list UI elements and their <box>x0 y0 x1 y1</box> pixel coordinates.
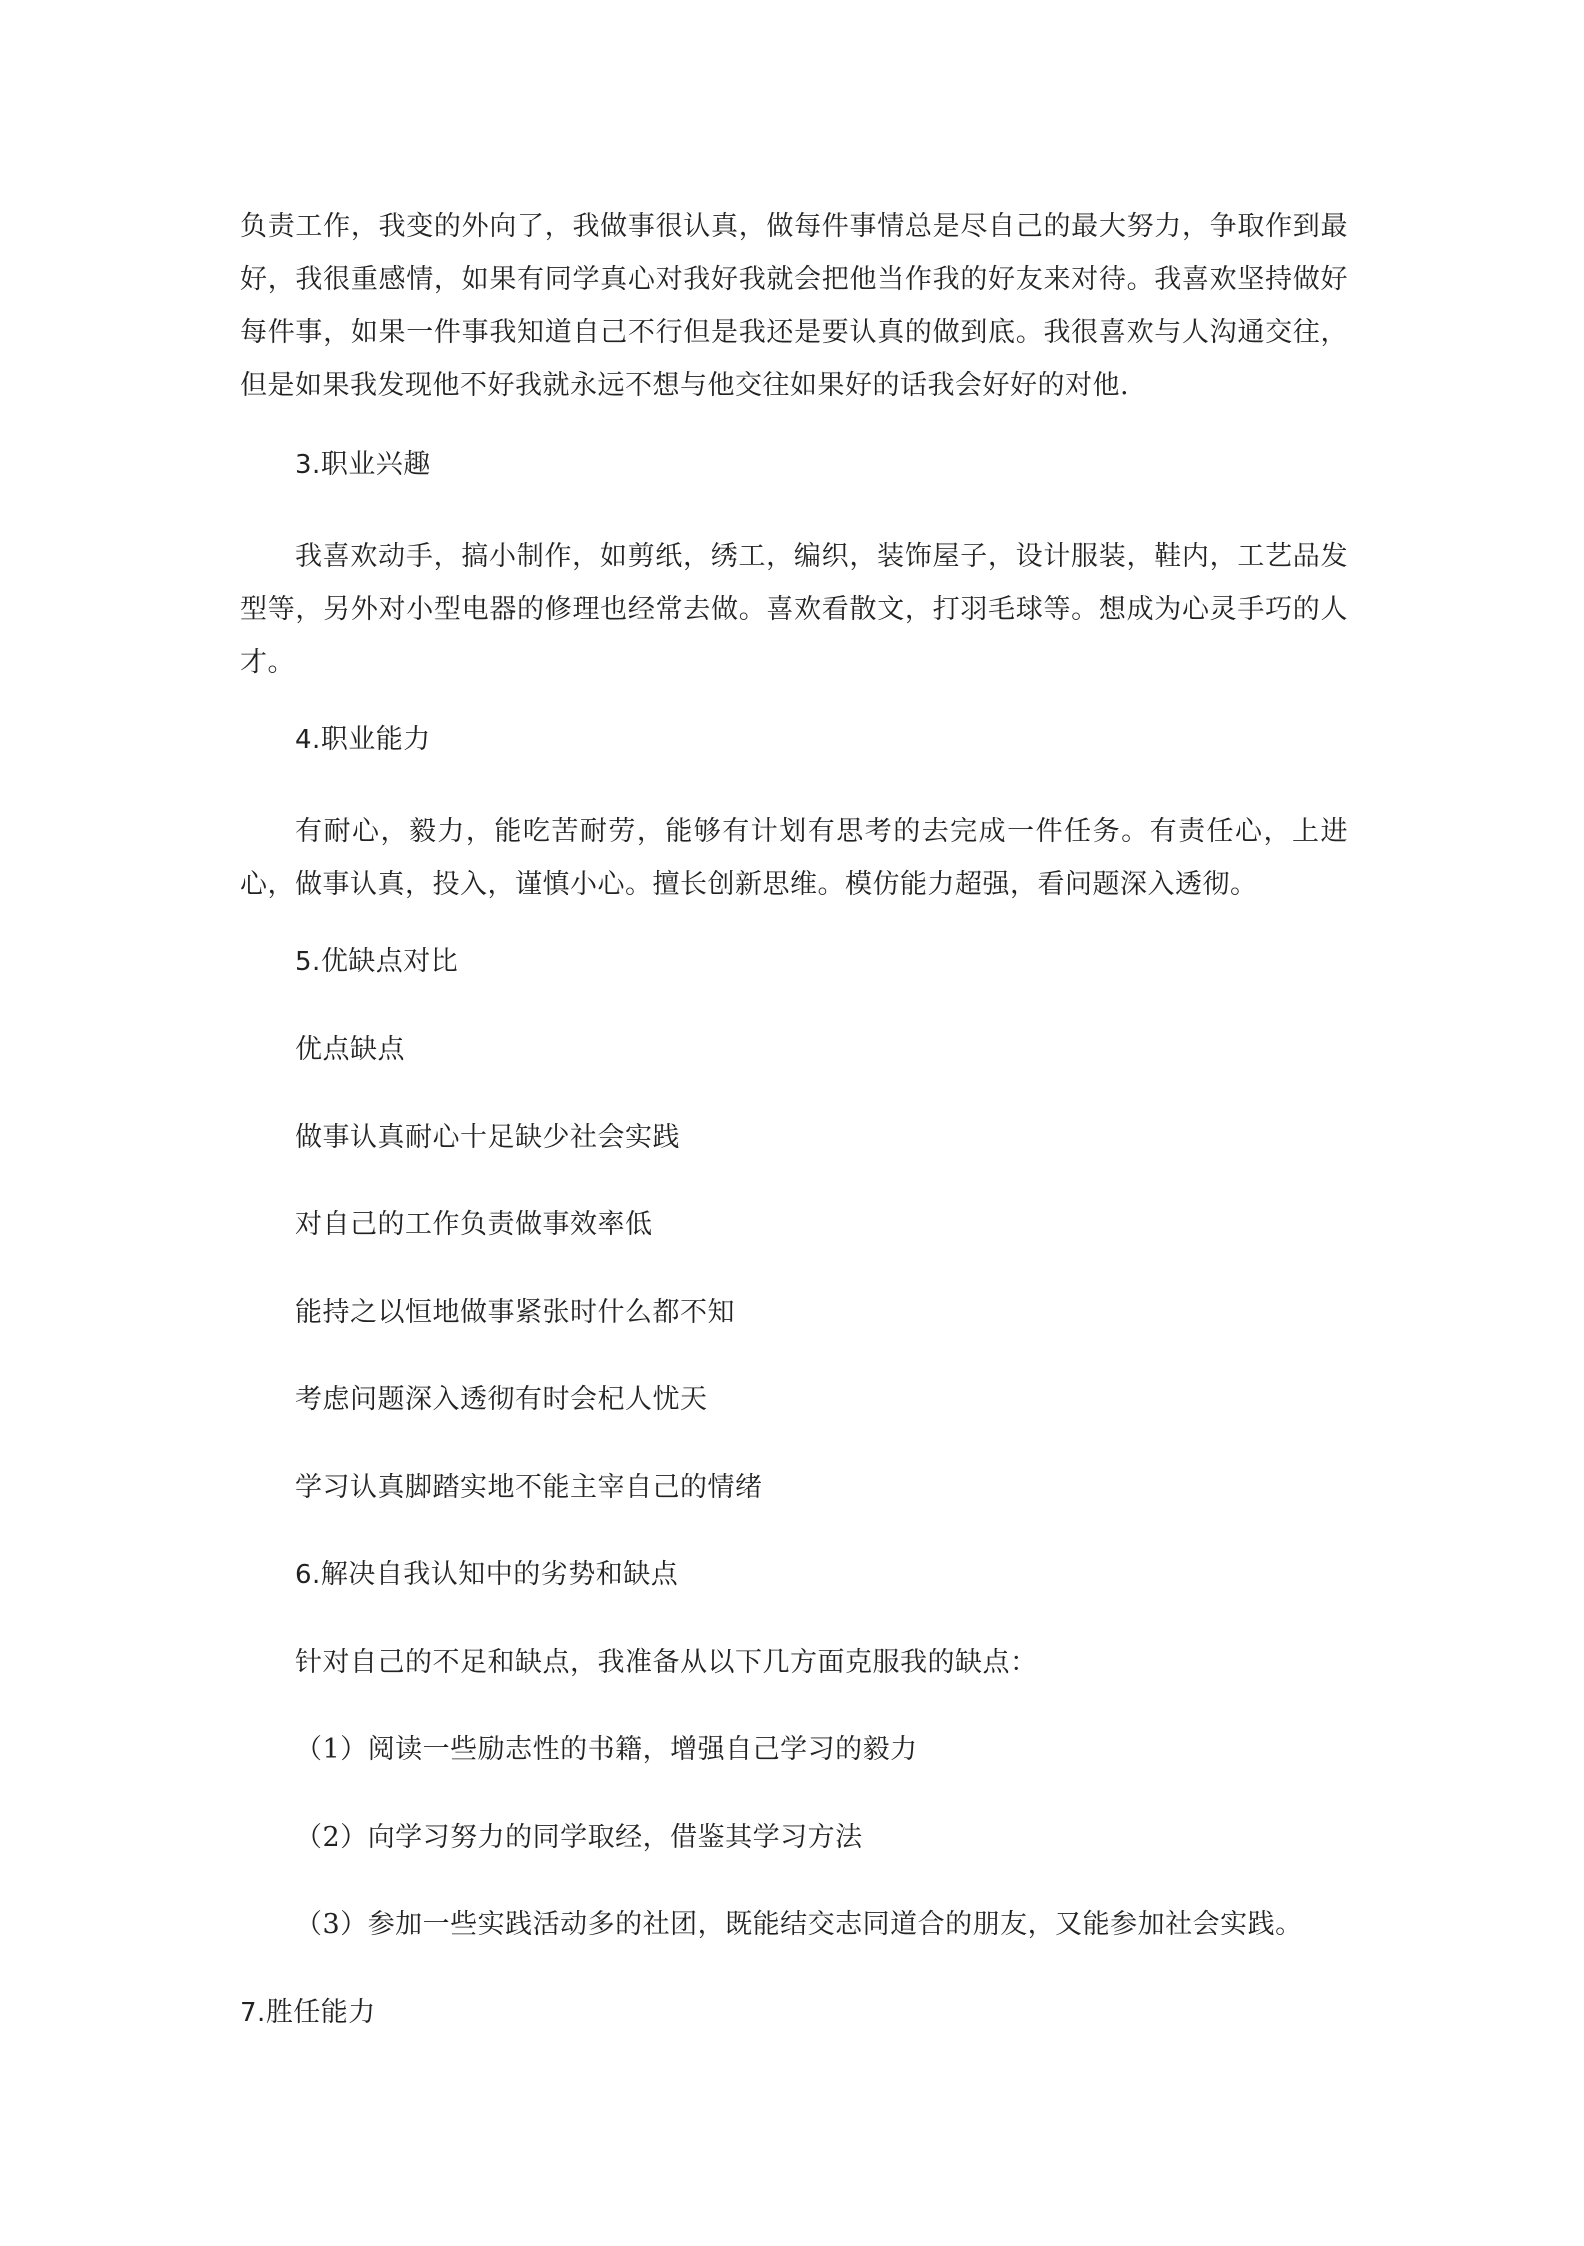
interest-paragraph: 我喜欢动手，搞小制作，如剪纸，绣工，编织，装饰屋子，设计服装，鞋内，工艺品发型等，另外对小型电器的修理也经常去做。喜欢看散文，打羽毛球等。想成为心灵手巧的人才。 <box>240 541 1348 678</box>
list-text: 阅读一些励志性的书籍，增强自己学习的毅力 <box>367 1734 918 1765</box>
section-heading-ability <box>295 720 431 760</box>
comparison-row: 做事认真耐心十足缺少社会实践 <box>295 1122 680 1153</box>
section-number: 3. <box>295 450 321 480</box>
solutions-intro: 针对自己的不足和缺点，我准备从以下几方面克服我的缺点： <box>295 1647 1038 1678</box>
list-marker: （3） <box>295 1909 368 1940</box>
ability-paragraph: 有耐心，毅力，能吃苦耐劳，能够有计划有思考的去完成一件任务。有责任心，上进心，做事认真，投入，谨慎小心。擅长创新思维。模仿能力超强，看问题深入透彻。 <box>240 816 1348 900</box>
section-heading-interest <box>295 445 431 485</box>
section-title: 优缺点对比 <box>320 946 459 977</box>
section-number: 5. <box>295 947 321 977</box>
section-heading-competence <box>240 1993 376 2033</box>
comparison-row: 学习认真脚踏实地不能主宰自己的情绪 <box>295 1472 763 1503</box>
solution-item <box>295 1905 1303 1945</box>
list-marker: （2） <box>295 1822 368 1853</box>
section-number: 7. <box>240 1998 266 2028</box>
list-text: 向学习努力的同学取经，借鉴其学习方法 <box>367 1822 863 1853</box>
section-title: 职业兴趣 <box>320 449 431 480</box>
comparison-row: 对自己的工作负责做事效率低 <box>295 1209 653 1240</box>
comparison-header: 优点缺点 <box>295 1034 405 1065</box>
opening-paragraph: 负责工作，我变的外向了，我做事很认真，做每件事情总是尽自己的最大努力，争取作到最好，我很重感情，如果有同学真心对我好我就会把他当作我的好友来对待。我喜欢坚持做好每件事，如果一件事我知道自己不行但是我还是要认真的做到底。我很喜欢与人沟通交往，但是如果我发现他不好我就永远不想与他交往如果好的话我会好好的对他. <box>240 211 1348 401</box>
section-heading-comparison <box>295 942 458 982</box>
section-title: 解决自我认知中的劣势和缺点 <box>320 1559 679 1590</box>
section-heading-solutions <box>295 1555 678 1595</box>
section-title: 职业能力 <box>320 724 431 755</box>
section-number: 4. <box>295 725 321 755</box>
list-marker: （1） <box>295 1734 368 1765</box>
solution-item <box>295 1730 918 1770</box>
section-title: 胜任能力 <box>265 1997 376 2028</box>
comparison-row: 考虑问题深入透彻有时会杞人忧天 <box>295 1384 708 1415</box>
comparison-row: 能持之以恒地做事紧张时什么都不知 <box>295 1297 735 1328</box>
list-text: 参加一些实践活动多的社团，既能结交志同道合的朋友，又能参加社会实践。 <box>367 1909 1303 1940</box>
section-number: 6. <box>295 1560 321 1590</box>
solution-item <box>295 1818 863 1858</box>
